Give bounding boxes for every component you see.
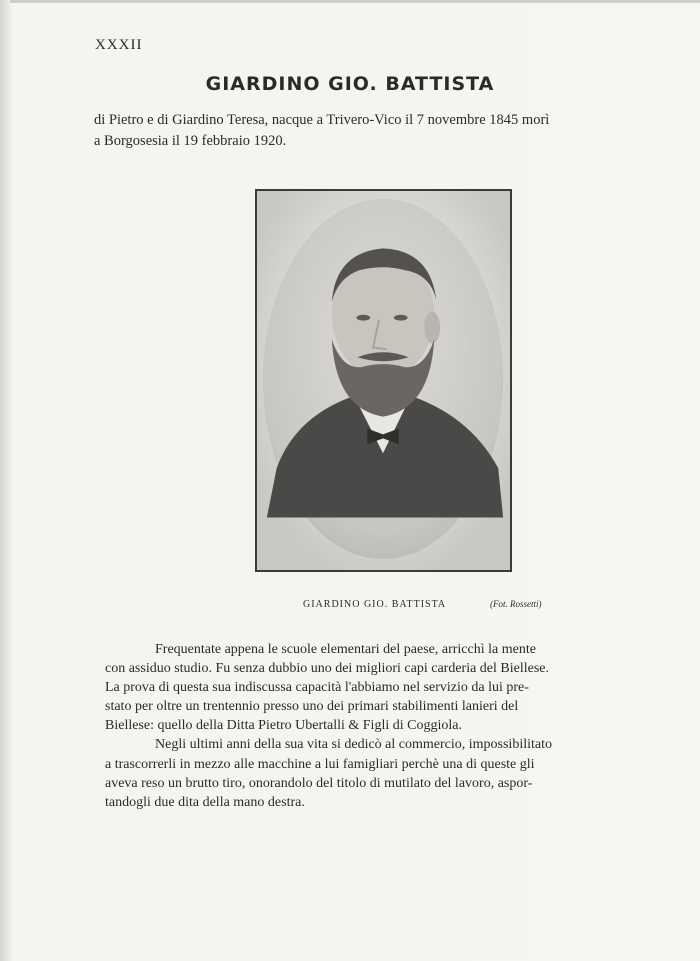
body-line: Biellese: quello della Ditta Pietro Ubertalli & Figli di Coggiola. [105, 718, 462, 734]
intro-line: a Borgosesia il 19 febbraio 1920. [94, 133, 287, 149]
portrait-photo [255, 189, 512, 572]
body-line: Frequentate appena le scuole elementari del paese, arricchì la mente [155, 642, 536, 657]
portrait-illustration [257, 191, 510, 570]
body-line: La prova di questa sua indiscussa capacità l'abbiamo nel servizio da lui pre- [105, 680, 529, 696]
body-line: Negli ultimi anni della sua vita si dedicò al commercio, impossibilitato [155, 737, 552, 753]
body-line: con assiduo studio. Fu senza dubbio uno dei migliori capi carderia del Biellese. [105, 661, 550, 677]
caption-name: GIARDINO GIO. BATTISTA [303, 599, 447, 610]
page-title: GIARDINO GIO. BATTISTA [205, 73, 495, 95]
body-line: aveva reso un brutto tiro, onorandolo del titolo di mutilato del lavoro, aspor- [105, 775, 533, 791]
page-number: XXXII [95, 37, 143, 53]
intro-paragraph [94, 110, 674, 152]
book-spine-shadow [0, 0, 10, 961]
body-line: stato per oltre un trentennio presso uno dei primari stabilimenti lanieri del [105, 699, 519, 715]
body-line: tandogli due dita della mano destra. [105, 794, 305, 810]
caption-credit: (Fot. Rossetti) [490, 599, 542, 609]
page-top-edge [10, 0, 700, 3]
intro-line: di Pietro e di Giardino Teresa, nacque a Trivero-Vico il 7 novembre 1845 morì [94, 112, 550, 128]
body-text [105, 640, 670, 812]
body-line: a trascorrerli in mezzo alle macchine a lui famigliari perchè una di queste gli [105, 756, 535, 772]
